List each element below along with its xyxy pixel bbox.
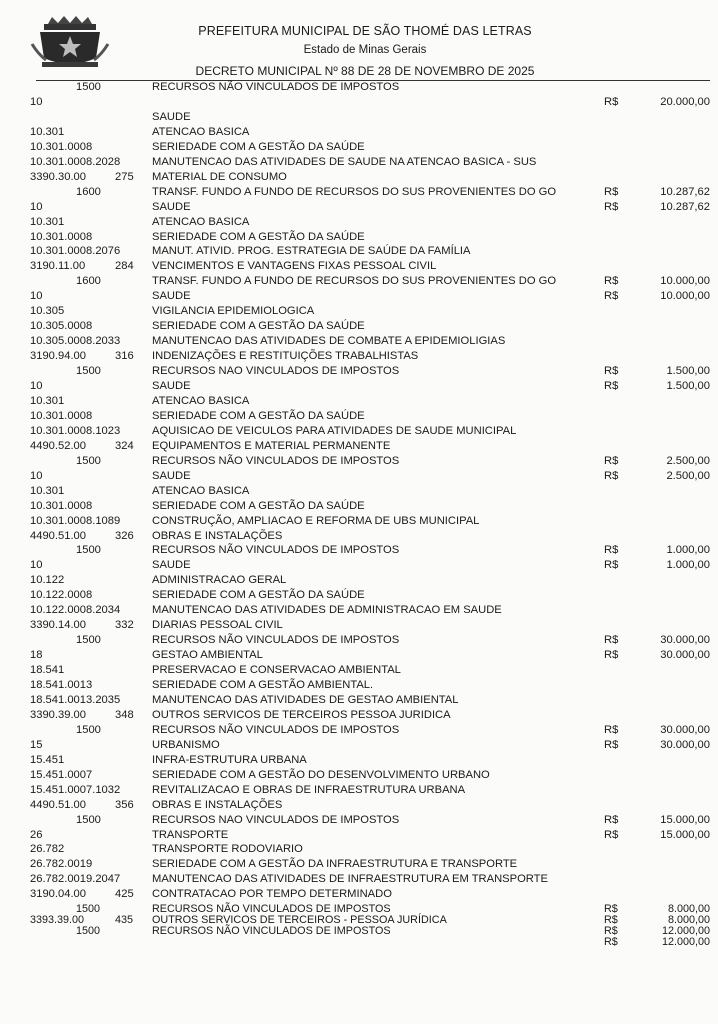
- entry-description: TRANSF. FUNDO A FUNDO DE RECURSOS DO SUS PROVENIENTES DO GO: [152, 275, 557, 288]
- header-state: Estado de Minas Gerais: [303, 44, 427, 56]
- currency-symbol: R$: [604, 290, 619, 303]
- entry-description: OBRAS E INSTALAÇÕES: [152, 529, 283, 542]
- functional-code: 15.451: [30, 753, 65, 766]
- functional-code: 18.541.0013.2035: [30, 693, 121, 706]
- resource-source-code: 1600: [76, 275, 101, 288]
- budget-row: [0, 484, 718, 498]
- entry-description: VENCIMENTOS E VANTAGENS FIXAS PESSOAL CIVIL: [152, 260, 437, 273]
- budget-row: [0, 648, 718, 662]
- budget-row: [0, 828, 718, 842]
- functional-code: 10.305.0008: [30, 320, 93, 333]
- functional-code: 10.301: [30, 125, 65, 138]
- budget-row: [0, 349, 718, 363]
- resource-source-code: 1600: [76, 185, 101, 198]
- ficha-number: 275: [115, 170, 134, 183]
- ficha-number: 324: [115, 439, 134, 452]
- functional-code: 10: [30, 95, 43, 108]
- amount-value: 10.000,00: [660, 290, 710, 303]
- entry-description: TRANSPORTE RODOVIARIO: [152, 843, 303, 856]
- entry-description: ATENCAO BASICA: [152, 484, 250, 497]
- element-code: 4490.51.00: [30, 529, 86, 542]
- budget-row: [0, 230, 718, 244]
- budget-row: [0, 723, 718, 737]
- budget-row: [0, 543, 718, 557]
- functional-code: 10: [30, 559, 43, 572]
- budget-row: [0, 364, 718, 378]
- amount-value: 10.287,62: [660, 185, 710, 198]
- resource-source-code: 1500: [76, 634, 101, 647]
- budget-row: [0, 439, 718, 453]
- functional-code: 15.451.0007.1032: [30, 783, 121, 796]
- functional-code: 10.122: [30, 574, 65, 587]
- amount-value: 1.000,00: [666, 544, 710, 557]
- element-code: 3390.39.00: [30, 708, 86, 721]
- budget-row: [0, 798, 718, 812]
- functional-code: 10.301: [30, 394, 65, 407]
- element-code: 3190.94.00: [30, 350, 86, 363]
- amount-value: 10.287,62: [660, 200, 710, 213]
- budget-row: [0, 304, 718, 318]
- functional-code: 10.301.0008.1023: [30, 424, 121, 437]
- resource-source-code: 1500: [76, 723, 101, 736]
- currency-symbol: R$: [604, 914, 618, 927]
- entry-description: OBRAS E INSTALAÇÕES: [152, 798, 283, 811]
- entry-description: ATENCAO BASICA: [152, 125, 250, 138]
- entry-description: CONTRATACAO POR TEMPO DETERMINADO: [152, 888, 392, 901]
- resource-source-code: 1500: [76, 903, 101, 916]
- element-code: 4490.52.00: [30, 439, 86, 452]
- amount-value: 12.000,00: [661, 936, 710, 949]
- entry-description: REVITALIZACAO E OBRAS DE INFRAESTRUTURA URBANA: [152, 783, 466, 796]
- budget-row: [0, 215, 718, 229]
- entry-description: OUTROS SERVICOS DE TERCEIROS PESSOA JURIDICA: [152, 708, 451, 721]
- amount-value: 1.500,00: [666, 380, 710, 392]
- budget-row: [0, 125, 718, 139]
- currency-symbol: R$: [604, 738, 619, 751]
- budget-row: [0, 678, 718, 692]
- amount-value: 10.000,00: [660, 275, 710, 288]
- currency-symbol: R$: [604, 544, 619, 557]
- functional-code: 18: [30, 649, 43, 662]
- budget-row: [0, 857, 718, 871]
- entry-description: SAUDE: [152, 469, 191, 482]
- budget-row: [0, 454, 718, 468]
- ficha-number: 284: [115, 260, 134, 273]
- functional-code: 10.301.0008: [30, 140, 93, 153]
- budget-row: [0, 603, 718, 617]
- entry-description: RECURSOS NAO VINCULADOS DE IMPOSTOS: [152, 365, 400, 378]
- entry-description: RECURSOS NÃO VINCULADOS DE IMPOSTOS: [152, 454, 400, 467]
- functional-code: 26.782.0019.2047: [30, 873, 121, 886]
- entry-description: MATERIAL DE CONSUMO: [152, 170, 287, 183]
- functional-code: 26.782: [30, 843, 65, 856]
- entry-description: SAUDE: [152, 110, 191, 123]
- entry-description: SAUDE: [152, 290, 191, 303]
- budget-row: [0, 768, 718, 782]
- functional-code: 10: [30, 290, 43, 303]
- budget-row: [0, 155, 718, 169]
- budget-row: [0, 753, 718, 767]
- currency-symbol: R$: [604, 365, 619, 378]
- currency-symbol: R$: [604, 559, 619, 572]
- resource-source-code: 1500: [76, 454, 101, 467]
- currency-symbol: R$: [604, 936, 618, 949]
- ficha-number: 316: [115, 350, 134, 363]
- functional-code: 15: [30, 738, 43, 751]
- element-code: 3190.04.00: [30, 888, 86, 901]
- budget-row: [0, 618, 718, 632]
- currency-symbol: R$: [604, 469, 619, 482]
- budget-row: [0, 409, 718, 423]
- entry-description: OUTROS SERVICOS DE TERCEIROS - PESSOA JURÍDICA: [152, 914, 447, 927]
- ficha-number: 435: [115, 914, 134, 927]
- currency-symbol: R$: [604, 380, 619, 392]
- entry-description: SAUDE: [152, 200, 191, 213]
- budget-row: [0, 110, 718, 124]
- budget-row: [0, 573, 718, 587]
- resource-source-code: 1500: [76, 365, 101, 378]
- currency-symbol: R$: [604, 95, 619, 108]
- currency-symbol: R$: [604, 634, 619, 647]
- ficha-number: 356: [115, 798, 134, 811]
- entry-description: INFRA-ESTRUTURA URBANA: [152, 753, 307, 766]
- entry-description: TRANSPORTE: [152, 828, 229, 841]
- entry-description: RECURSOS NÃO VINCULADOS DE IMPOSTOS: [152, 81, 400, 93]
- amount-value: 20.000,00: [660, 95, 710, 108]
- budget-row: [0, 379, 718, 393]
- budget-row: [0, 140, 718, 154]
- functional-code: 10.301.0008.2076: [30, 245, 121, 258]
- element-code: 3390.30.00: [30, 170, 86, 183]
- entry-description: SERIEDADE COM A GESTÃO AMBIENTAL.: [152, 679, 374, 691]
- element-code: 3390.14.00: [30, 619, 86, 632]
- budget-row: [0, 887, 718, 901]
- entry-description: MANUTENCAO DAS ATIVIDADES DE ADMINISTRACAO EM SAUDE: [152, 604, 502, 617]
- functional-code: 10.305: [30, 305, 65, 318]
- entry-description: PRESERVACAO E CONSERVACAO AMBIENTAL: [152, 664, 401, 677]
- currency-symbol: R$: [604, 200, 619, 213]
- budget-row: [0, 259, 718, 273]
- entry-description: ATENCAO BASICA: [152, 394, 250, 407]
- entry-description: ATENCAO BASICA: [152, 215, 250, 228]
- currency-symbol: R$: [604, 903, 618, 916]
- entry-description: RECURSOS NAO VINCULADOS DE IMPOSTOS: [152, 813, 400, 826]
- functional-code: 10: [30, 380, 43, 392]
- amount-value: 8.000,00: [667, 914, 710, 927]
- functional-code: 15.451.0007: [30, 768, 93, 781]
- budget-row: [0, 244, 718, 258]
- functional-code: 10.122.0008.2034: [30, 604, 121, 617]
- entry-description: SERIEDADE COM A GESTÃO DO DESENVOLVIMENTO URBANO: [152, 768, 490, 781]
- budget-row: [0, 80, 718, 94]
- entry-description: RECURSOS NÃO VINCULADOS DE IMPOSTOS: [152, 925, 391, 938]
- ficha-number: 425: [115, 888, 134, 901]
- resource-source-code: 1500: [76, 925, 101, 938]
- entry-description: RECURSOS NÃO VINCULADOS DE IMPOSTOS: [152, 544, 400, 557]
- entry-description: RECURSOS NÃO VINCULADOS DE IMPOSTOS: [152, 723, 400, 736]
- budget-row: [0, 469, 718, 483]
- budget-row: [0, 663, 718, 677]
- element-code: 3393.39.00: [30, 914, 85, 927]
- currency-symbol: R$: [604, 649, 619, 662]
- ficha-number: 348: [115, 708, 134, 721]
- budget-row: [0, 274, 718, 288]
- functional-code: 18.541: [30, 664, 65, 677]
- budget-row: [0, 394, 718, 408]
- budget-row: [0, 558, 718, 572]
- functional-code: 10: [30, 469, 43, 482]
- entry-description: SERIEDADE COM A GESTÃO DA SAÚDE: [152, 499, 365, 512]
- entry-description: ADMINISTRACAO GERAL: [152, 574, 287, 587]
- functional-code: 10.122.0008: [30, 589, 93, 602]
- budget-row: [0, 499, 718, 513]
- header-decree-title: DECRETO MUNICIPAL Nº 88 DE 28 DE NOVEMBRO DE 2025: [195, 64, 535, 78]
- budget-row: [0, 185, 718, 199]
- budget-row: [0, 708, 718, 722]
- budget-row: [0, 693, 718, 707]
- amount-value: 2.500,00: [666, 469, 710, 482]
- functional-code: 10.301.0008: [30, 230, 93, 243]
- amount-value: 15.000,00: [660, 813, 710, 826]
- amount-value: 1.500,00: [666, 365, 710, 378]
- functional-code: 10.305.0008.2033: [30, 335, 121, 348]
- entry-description: MANUTENCAO DAS ATIVIDADES DE COMBATE A EPIDEMIOLIGIAS: [152, 335, 506, 348]
- amount-value: 30.000,00: [660, 649, 710, 662]
- budget-row: [0, 935, 718, 949]
- entry-description: SERIEDADE COM A GESTÃO DA SAÚDE: [152, 320, 365, 333]
- budget-row: [0, 633, 718, 647]
- entry-description: TRANSF. FUNDO A FUNDO DE RECURSOS DO SUS PROVENIENTES DO GO: [152, 185, 557, 198]
- entry-description: RECURSOS NÃO VINCULADOS DE IMPOSTOS: [152, 903, 391, 916]
- currency-symbol: R$: [604, 275, 619, 288]
- entry-description: MANUT. ATIVID. PROG. ESTRATEGIA DE SAÚDE DA FAMÍLIA: [152, 245, 471, 258]
- resource-source-code: 1500: [76, 544, 101, 557]
- currency-symbol: R$: [604, 925, 618, 938]
- currency-symbol: R$: [604, 454, 619, 467]
- budget-row: [0, 200, 718, 214]
- currency-symbol: R$: [604, 828, 619, 841]
- functional-code: 18.541.0013: [30, 679, 93, 691]
- amount-value: 30.000,00: [660, 723, 710, 736]
- budget-row: [0, 529, 718, 543]
- amount-value: 8.000,00: [667, 903, 710, 916]
- amount-value: 1.000,00: [666, 559, 710, 572]
- budget-row: [0, 95, 718, 109]
- budget-row: [0, 289, 718, 303]
- budget-row: [0, 170, 718, 184]
- entry-description: RECURSOS NÃO VINCULADOS DE IMPOSTOS: [152, 634, 400, 647]
- budget-row: [0, 872, 718, 886]
- entry-description: SERIEDADE COM A GESTÃO DA SAÚDE: [152, 589, 365, 602]
- entry-description: SAUDE: [152, 380, 191, 392]
- entry-description: SERIEDADE COM A GESTÃO DA SAÚDE: [152, 230, 365, 243]
- amount-value: 30.000,00: [660, 634, 710, 647]
- entry-description: GESTAO AMBIENTAL: [152, 649, 263, 662]
- element-code: 3190.11.00: [30, 260, 86, 273]
- entry-description: MANUTENCAO DAS ATIVIDADES DE GESTAO AMBIENTAL: [152, 693, 459, 706]
- functional-code: 10.301.0008.2028: [30, 155, 121, 168]
- header-municipality: PREFEITURA MUNICIPAL DE SÃO THOMÉ DAS LETRAS: [198, 24, 532, 38]
- amount-value: 2.500,00: [666, 454, 710, 467]
- entry-description: SERIEDADE COM A GESTÃO DA SAÚDE: [152, 140, 365, 153]
- functional-code: 26: [30, 828, 43, 841]
- entry-description: DIARIAS PESSOAL CIVIL: [152, 619, 283, 632]
- amount-value: 15.000,00: [660, 828, 710, 841]
- budget-row: [0, 334, 718, 348]
- budget-row: [0, 424, 718, 438]
- functional-code: 10.301.0008: [30, 499, 93, 512]
- currency-symbol: R$: [604, 723, 619, 736]
- entry-description: MANUTENCAO DAS ATIVIDADES DE SAUDE NA ATENCAO BASICA - SUS: [152, 155, 537, 168]
- entry-description: SERIEDADE COM A GESTÃO DA INFRAESTRUTURA E TRANSPORTE: [152, 858, 518, 871]
- ficha-number: 332: [115, 619, 134, 632]
- amount-value: 12.000,00: [661, 925, 710, 938]
- ficha-number: 326: [115, 529, 134, 542]
- entry-description: SERIEDADE COM A GESTÃO DA SAÚDE: [152, 409, 365, 422]
- entry-description: AQUISICAO DE VEICULOS PARA ATIVIDADES DE SAUDE MUNICIPAL: [152, 424, 517, 437]
- functional-code: 10.301: [30, 215, 65, 228]
- budget-row: [0, 738, 718, 752]
- entry-description: INDENIZAÇÕES E RESTITUIÇÕES TRABALHISTAS: [152, 350, 419, 363]
- entry-description: VIGILANCIA EPIDEMIOLOGICA: [152, 305, 315, 318]
- entry-description: CONSTRUÇÃO, AMPLIACAO E REFORMA DE UBS MUNICIPAL: [152, 514, 480, 527]
- entry-description: EQUIPAMENTOS E MATERIAL PERMANENTE: [152, 439, 391, 452]
- budget-row: [0, 514, 718, 528]
- functional-code: 10: [30, 200, 43, 213]
- budget-row: [0, 813, 718, 827]
- amount-value: 30.000,00: [660, 738, 710, 751]
- budget-row: [0, 842, 718, 856]
- entry-description: URBANISMO: [152, 738, 220, 751]
- entry-description: MANUTENCAO DAS ATIVIDADES DE INFRAESTRUTURA EM TRANSPORTE: [152, 873, 548, 886]
- currency-symbol: R$: [604, 813, 619, 826]
- currency-symbol: R$: [604, 185, 619, 198]
- functional-code: 26.782.0019: [30, 858, 93, 871]
- budget-row: [0, 783, 718, 797]
- functional-code: 10.301.0008.1089: [30, 514, 121, 527]
- budget-row: [0, 319, 718, 333]
- budget-row: [0, 588, 718, 602]
- resource-source-code: 1500: [76, 813, 101, 826]
- functional-code: 10.301: [30, 484, 65, 497]
- functional-code: 10.301.0008: [30, 409, 93, 422]
- resource-source-code: 1500: [76, 81, 101, 93]
- entry-description: SAUDE: [152, 559, 191, 572]
- element-code: 4490.51.00: [30, 798, 86, 811]
